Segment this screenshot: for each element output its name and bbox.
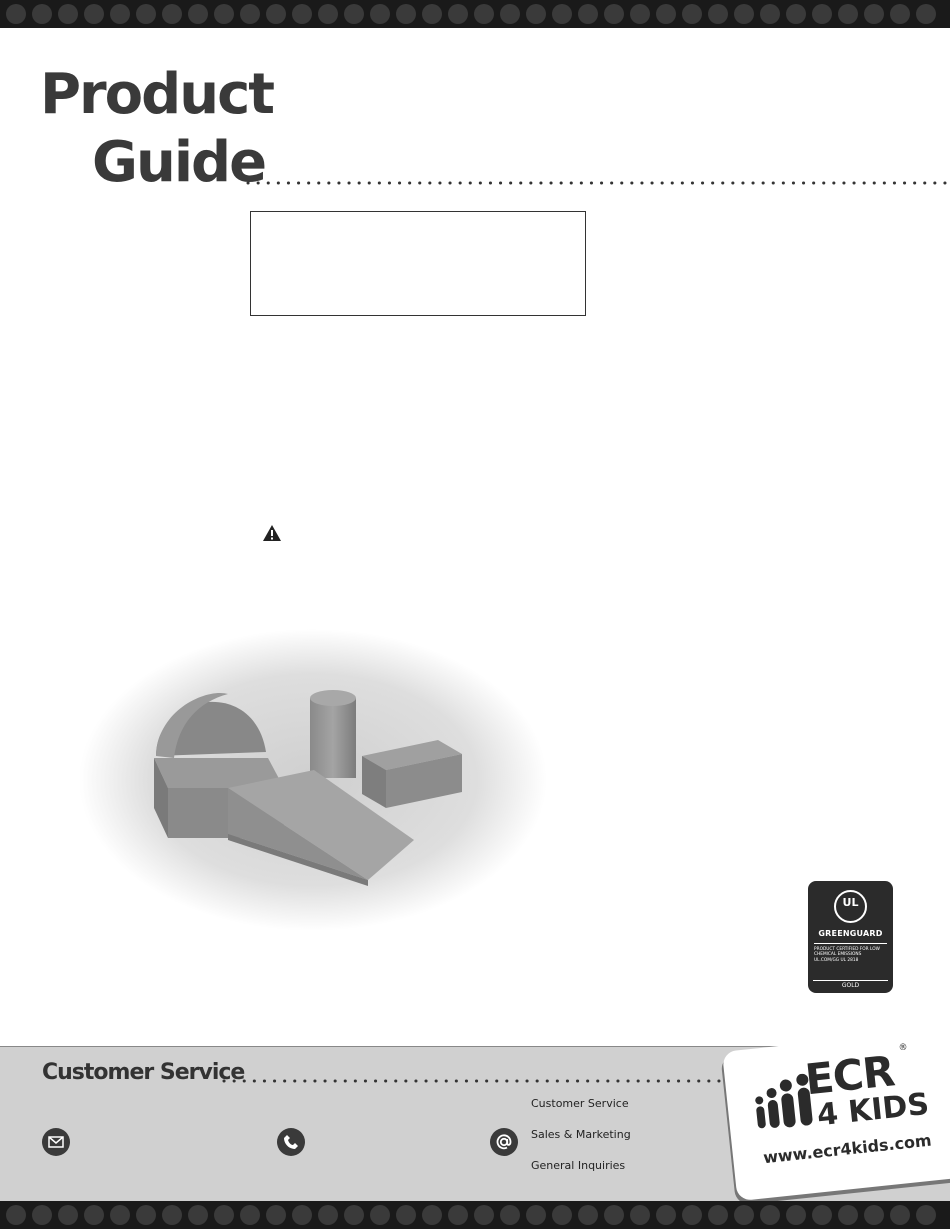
band-dot xyxy=(162,1205,182,1225)
band-dot xyxy=(240,4,260,24)
band-dot xyxy=(864,4,884,24)
band-dot xyxy=(474,4,494,24)
band-dot xyxy=(162,4,182,24)
band-dot xyxy=(344,4,364,24)
band-dot xyxy=(604,1205,624,1225)
band-dot xyxy=(6,4,26,24)
band-dot xyxy=(812,1205,832,1225)
band-dot xyxy=(786,4,806,24)
item-number-box xyxy=(250,211,586,316)
phone-icon xyxy=(277,1128,305,1156)
band-dot xyxy=(786,1205,806,1225)
band-dot xyxy=(552,1205,572,1225)
band-dot xyxy=(292,4,312,24)
band-dot xyxy=(916,4,936,24)
band-dot xyxy=(318,4,338,24)
greenguard-badge xyxy=(808,881,893,993)
band-dot xyxy=(32,1205,52,1225)
band-dot xyxy=(136,4,156,24)
logo-registered-mark: ® xyxy=(898,1042,909,1054)
band-dot xyxy=(604,4,624,24)
band-dot xyxy=(370,1205,390,1225)
band-dot xyxy=(448,4,468,24)
greenguard-name: GREENGUARD xyxy=(818,929,883,938)
band-dot xyxy=(890,1205,910,1225)
band-dot xyxy=(578,1205,598,1225)
band-dot xyxy=(188,1205,208,1225)
band-dot xyxy=(214,1205,234,1225)
band-dot xyxy=(708,4,728,24)
band-dot xyxy=(552,4,572,24)
band-dot xyxy=(708,1205,728,1225)
title-product: Product xyxy=(40,62,274,127)
band-dot xyxy=(864,1205,884,1225)
logo-brand-top: ECR xyxy=(802,1046,897,1105)
band-dot xyxy=(760,1205,780,1225)
band-dot xyxy=(370,4,390,24)
band-dot xyxy=(682,4,702,24)
band-dot xyxy=(734,4,754,24)
band-dot xyxy=(812,4,832,24)
band-dot xyxy=(344,1205,364,1225)
customer-service-title: Customer Service xyxy=(42,1060,245,1085)
band-dot xyxy=(214,4,234,24)
band-dot xyxy=(110,1205,130,1225)
band-dot xyxy=(448,1205,468,1225)
band-dot xyxy=(474,1205,494,1225)
at-icon xyxy=(490,1128,518,1156)
bottom-dot-band xyxy=(0,1201,950,1229)
band-dot xyxy=(58,1205,78,1225)
badge-divider xyxy=(814,943,887,944)
title-dotted-rule xyxy=(246,180,950,186)
customer-service-dotted-rule xyxy=(222,1078,722,1084)
band-dot xyxy=(84,1205,104,1225)
band-dot xyxy=(292,1205,312,1225)
band-dot xyxy=(32,4,52,24)
band-dot xyxy=(526,1205,546,1225)
band-dot xyxy=(734,1205,754,1225)
band-dot xyxy=(422,4,442,24)
band-dot xyxy=(526,4,546,24)
band-dot xyxy=(266,4,286,24)
warning-icon xyxy=(262,524,282,542)
band-dot xyxy=(58,4,78,24)
band-dot xyxy=(760,4,780,24)
band-dot xyxy=(6,1205,26,1225)
band-dot xyxy=(240,1205,260,1225)
band-dot xyxy=(500,4,520,24)
certification-text: PRODUCT CERTIFIED FOR LOW CHEMICAL EMISSIONS UL.COM/GG UL 2818 xyxy=(814,947,880,963)
contact-customer-service: Customer Service xyxy=(531,1097,629,1110)
band-dot xyxy=(266,1205,286,1225)
band-dot xyxy=(682,1205,702,1225)
band-dot xyxy=(396,1205,416,1225)
band-dot xyxy=(656,1205,676,1225)
certification-level: GOLD xyxy=(813,980,888,990)
band-dot xyxy=(838,1205,858,1225)
band-dot xyxy=(630,1205,650,1225)
contact-general-inquiries: General Inquiries xyxy=(531,1159,626,1172)
ecr4kids-logo xyxy=(722,1028,950,1201)
band-dot xyxy=(110,4,130,24)
logo-url: www.ecr4kids.com xyxy=(762,1130,933,1168)
contact-sales-marketing: Sales & Marketing xyxy=(531,1128,631,1141)
band-dot xyxy=(578,4,598,24)
band-dot xyxy=(838,4,858,24)
band-dot xyxy=(630,4,650,24)
band-dot xyxy=(318,1205,338,1225)
band-dot xyxy=(500,1205,520,1225)
band-dot xyxy=(84,4,104,24)
top-dot-band xyxy=(0,0,950,28)
band-dot xyxy=(422,1205,442,1225)
mail-icon xyxy=(42,1128,70,1156)
band-dot xyxy=(890,4,910,24)
band-dot xyxy=(916,1205,936,1225)
band-dot xyxy=(656,4,676,24)
logo-brand-bottom: 4 KIDS xyxy=(815,1086,931,1134)
product-photo xyxy=(78,628,548,932)
band-dot xyxy=(188,4,208,24)
band-dot xyxy=(396,4,416,24)
title-guide: Guide xyxy=(92,130,266,195)
ul-mark-text: UL xyxy=(842,896,859,909)
band-dot xyxy=(136,1205,156,1225)
